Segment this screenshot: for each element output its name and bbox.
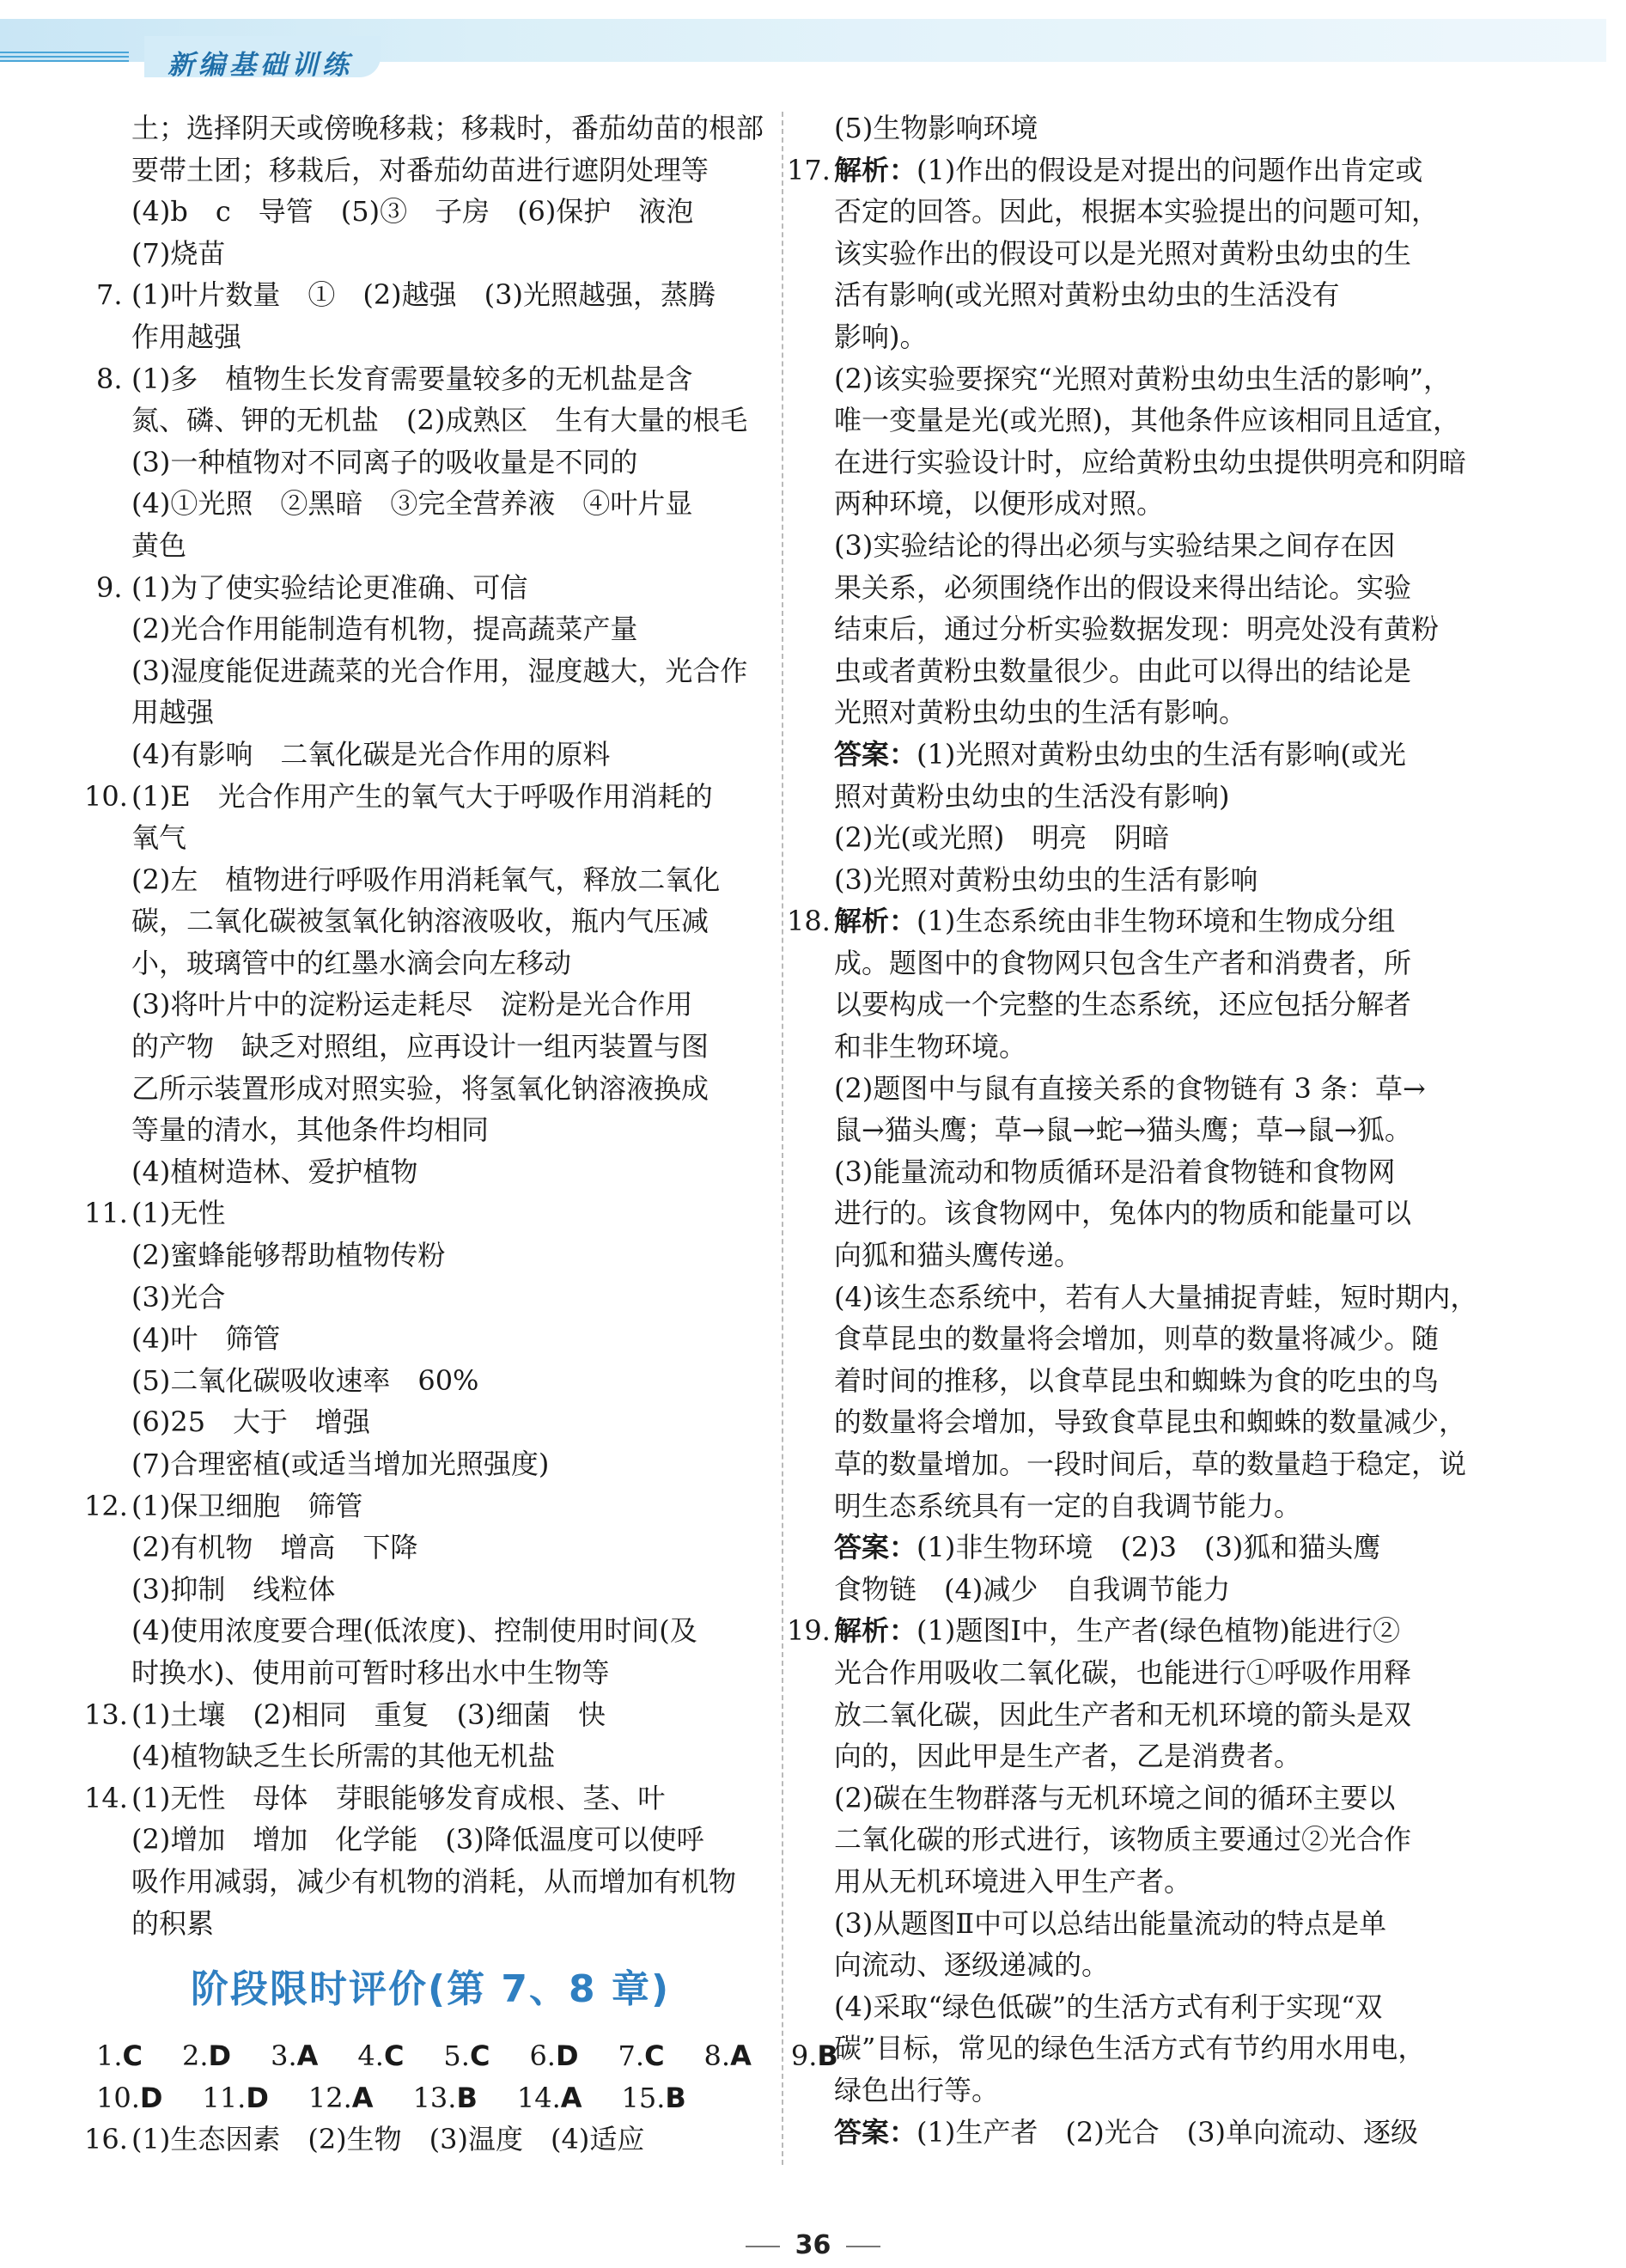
question-11 (84, 1192, 749, 1235)
analysis-line: (4)该生态系统中，若有人大量捕捉青蛙，短时期内， (834, 1280, 1478, 1314)
answer-line: (5)生物影响环境 (834, 112, 1038, 144)
answer-line: (4)b c 导管 (5)③ 子房 (6)保护 液泡 (131, 195, 694, 229)
question-17 (787, 149, 1452, 192)
answer-line: (4)植物缺乏生长所需的其他无机盐 (131, 1740, 556, 1773)
answer-line: 的产物 缺乏对照组，应再设计一组丙装置与图 (131, 1030, 709, 1064)
footer-dash-right (846, 2246, 880, 2247)
question-18 (787, 900, 1452, 942)
answer-line: (3)抑制 线粒体 (131, 1572, 336, 1606)
question-number: 17. (787, 153, 831, 186)
analysis-line: 以要构成一个完整的生态系统，还应包括分解者 (834, 988, 1412, 1021)
question-number: 11. (84, 1197, 128, 1230)
answer-line: (7)烧苗 (131, 236, 226, 270)
question-number: 8. (96, 362, 123, 395)
question-10 (84, 776, 749, 818)
analysis-line: 向狐和猫头鹰传递。 (834, 1239, 1082, 1272)
mc-answers-row-2 (96, 2077, 749, 2119)
analysis-line: 两种环境，以便形成对照。 (834, 487, 1165, 521)
answer-line: 作用越强 (131, 320, 242, 353)
mc-letter: A (560, 2081, 582, 2114)
question-number: 12. (84, 1489, 128, 1522)
mc-letter: A (296, 2039, 319, 2073)
analysis-line: 唯一变量是光(或光照)，其他条件应该相同且适宜， (834, 404, 1460, 437)
answer-line (799, 2112, 1452, 2154)
analysis-line: 在进行实验设计时，应给黄粉虫幼虫提供明亮和阴暗 (834, 445, 1467, 479)
answer-line: (2)光合作用能制造有机物，提高蔬菜产量 (131, 613, 638, 646)
answer-line: (3)湿度能促进蔬菜的光合作用，湿度越大，光合作 (131, 654, 748, 687)
mc-number: 11. (202, 2081, 247, 2114)
mc-letter: C (644, 2039, 665, 2073)
analysis-line: 的数量将会增加，导致食草昆虫和蜘蛛的数量减少， (834, 1405, 1467, 1439)
mc-letter: D (208, 2039, 232, 2073)
header-stripes (0, 52, 129, 64)
analysis-line: 鼠→猫头鹰；草→鼠→蛇→猫头鹰；草→鼠→狐。 (834, 1113, 1412, 1147)
answer-line: 土；选择阴天或傍晚移栽；移栽时，番茄幼苗的根部 (131, 112, 764, 144)
mc-number: 9. (790, 2039, 818, 2073)
mc-number: 5. (443, 2039, 470, 2073)
answer-line: (6)25 大于 增强 (131, 1405, 371, 1439)
answer-line: (3)光合 (131, 1280, 226, 1314)
analysis-line: 放二氧化碳，因此生产者和无机环境的箭头是双 (834, 1698, 1412, 1731)
mc-answer (413, 2077, 478, 2119)
mc-number: 13. (412, 2081, 457, 2114)
answer-text: (1)无性 (131, 1197, 226, 1230)
footer-dash-left (746, 2246, 780, 2247)
question-number: 9. (96, 570, 123, 604)
answer-line: (2)有机物 增高 下降 (131, 1531, 418, 1564)
answer-line: (7)合理密植(或适当增加光照强度) (131, 1448, 550, 1480)
column-divider (782, 112, 783, 2165)
question-8 (96, 358, 749, 400)
analysis-line: 否定的回答。因此，根据本实验提出的问题可知， (834, 195, 1440, 229)
mc-answer (443, 2035, 490, 2077)
analysis-line: 绿色出行等。 (834, 2073, 1000, 2106)
mc-letter: A (730, 2039, 752, 2073)
analysis-line: 用从无机环境进入甲生产者。 (834, 1864, 1192, 1898)
question-number: 19. (787, 1614, 831, 1648)
mc-letter: B (817, 2039, 838, 2073)
analysis-line: 和非生物环境。 (834, 1030, 1027, 1064)
mc-letter: C (383, 2039, 405, 2073)
right-column (787, 107, 1478, 2153)
answer-text: (1)生态因素 (2)生物 (3)温度 (4)适应 (131, 2123, 645, 2156)
question-number: 14. (84, 1781, 128, 1814)
question-19 (787, 1610, 1452, 1652)
answer-line: (4)使用浓度要合理(低浓度)、控制使用时间(及 (131, 1614, 697, 1648)
analysis-line: 活有影响(或光照对黄粉虫幼虫的生活没有 (834, 278, 1340, 312)
answer-line: 时换水)、使用前可暂时移出水中生物等 (131, 1655, 610, 1689)
mc-number: 1. (96, 2039, 123, 2073)
analysis-text: (1)题图Ⅰ中，生产者(绿色植物)能进行② (917, 1614, 1400, 1648)
analysis-line: 草的数量增加。一段时间后，草的数量趋于稳定，说 (834, 1448, 1467, 1480)
answer-line: (3)光照对黄粉虫幼虫的生活有影响 (834, 863, 1258, 896)
mc-number: 10. (96, 2081, 140, 2114)
question-number: 13. (84, 1698, 128, 1731)
analysis-line: 着时间的推移，以食草昆虫和蜘蛛为食的吃虫的鸟 (834, 1363, 1440, 1397)
answer-text: (1)为了使实验结论更准确、可信 (131, 570, 528, 604)
mc-number: 14. (516, 2081, 561, 2114)
question-16 (84, 2119, 749, 2161)
answer-text: (1)生产者 (2)光合 (3)单向流动、逐级 (917, 2115, 1419, 2149)
answer-line: (2)左 植物进行呼吸作用消耗氧气，释放二氧化 (131, 863, 721, 896)
mc-answer (271, 2035, 318, 2077)
analysis-line: 向的，因此甲是生产者，乙是消费者。 (834, 1740, 1302, 1773)
analysis-line: 影响)。 (834, 320, 928, 353)
answer-text: (1)E 光合作用产生的氧气大于呼吸作用消耗的 (131, 779, 713, 813)
answer-line: (3)将叶片中的淀粉运走耗尽 淀粉是光合作用 (131, 988, 693, 1021)
analysis-text: (1)作出的假设是对提出的问题作出肯定或 (917, 153, 1423, 186)
answer-line (799, 1527, 1452, 1569)
analysis-line: (3)能量流动和物质循环是沿着食物链和食物网 (834, 1155, 1396, 1188)
answer-line: 碳，二氧化碳被氢氧化钠溶液吸收，瓶内气压减 (131, 905, 709, 938)
analysis-line: (2)题图中与鼠有直接关系的食物链有 3 条：草→ (834, 1071, 1426, 1105)
analysis-line: 光合作用吸收二氧化碳，也能进行①呼吸作用释 (834, 1655, 1412, 1689)
mc-letter: C (469, 2039, 490, 2073)
answer-line: 吸作用减弱，减少有机物的消耗，从而增加有机物 (131, 1864, 737, 1898)
mc-answer (357, 2035, 404, 2077)
answer-line: (4)叶 筛管 (131, 1322, 281, 1356)
mc-answers-row-1 (96, 2035, 838, 2077)
answer-line: 乙所示装置形成对照实验，将氢氧化钠溶液换成 (131, 1071, 709, 1105)
answer-line: (4)植树造林、爱护植物 (131, 1155, 418, 1188)
question-14 (84, 1777, 749, 1820)
analysis-line: 向流动、逐级递减的。 (834, 1948, 1110, 1982)
mc-number: 8. (703, 2039, 731, 2073)
question-7 (96, 274, 749, 316)
analysis-line: 明生态系统具有一定的自我调节能力。 (834, 1489, 1302, 1522)
question-9 (96, 567, 749, 609)
answer-line: 食物链 (4)减少 自我调节能力 (834, 1572, 1231, 1606)
mc-letter: D (139, 2081, 163, 2114)
mc-number: 4. (357, 2039, 384, 2073)
analysis-line: (3)实验结论的得出必须与实验结果之间存在因 (834, 528, 1396, 562)
mc-answer (704, 2035, 752, 2077)
answer-text: (1)多 植物生长发育需要量较多的无机盐是含 (131, 362, 693, 395)
answer-text: (1)土壤 (2)相同 重复 (3)细菌 快 (131, 1698, 606, 1731)
analysis-line: 结束后，通过分析实验数据发现：明亮处没有黄粉 (834, 613, 1440, 646)
mc-answer (618, 2035, 665, 2077)
analysis-label: 解析： (834, 153, 917, 186)
answer-line: (2)蜜蜂能够帮助植物传粉 (131, 1239, 446, 1272)
answer-line: (4)①光照 ②黑暗 ③完全营养液 ④叶片显 (131, 487, 693, 521)
mc-letter: D (555, 2039, 579, 2073)
question-12 (84, 1485, 749, 1527)
analysis-line: 虫或者黄粉虫数量很少。由此可以得出的结论是 (834, 654, 1412, 687)
answer-label: 答案： (834, 737, 917, 771)
analysis-line: 该实验作出的假设可以是光照对黄粉虫幼虫的生 (834, 236, 1412, 270)
answer-line: (2)光(或光照) 明亮 阴暗 (834, 821, 1170, 855)
answer-text: (1)叶片数量 ① (2)越强 (3)光照越强，蒸腾 (131, 278, 716, 312)
answer-line: 氮、磷、钾的无机盐 (2)成熟区 生有大量的根毛 (131, 404, 748, 437)
answer-label: 答案： (834, 1531, 917, 1564)
analysis-line: 二氧化碳的形式进行，该物质主要通过②光合作 (834, 1823, 1412, 1856)
mc-number: 3. (271, 2039, 297, 2073)
answer-line: 等量的清水，其他条件均相同 (131, 1113, 490, 1147)
answer-line: 黄色 (131, 528, 187, 562)
answer-line: (3)一种植物对不同离子的吸收量是不同的 (131, 445, 638, 479)
answer-line: (2)增加 增加 化学能 (3)降低温度可以使呼 (131, 1823, 704, 1856)
analysis-line: (2)碳在生物群落与无机环境之间的循环主要以 (834, 1781, 1396, 1814)
mc-number: 6. (529, 2039, 556, 2073)
mc-letter: D (246, 2081, 269, 2114)
analysis-line: 果关系，必须围绕作出的假设来得出结论。实验 (834, 570, 1412, 604)
analysis-label: 解析： (834, 1614, 917, 1648)
answer-line: 用越强 (131, 696, 215, 729)
question-number: 7. (96, 278, 123, 312)
analysis-line: 光照对黄粉虫幼虫的生活有影响。 (834, 696, 1247, 729)
analysis-line: (2)该实验要探究“光照对黄粉虫幼虫生活的影响”， (834, 362, 1452, 395)
question-number: 16. (84, 2123, 128, 2156)
answer-line: 小，玻璃管中的红墨水滴会向左移动 (131, 946, 572, 979)
mc-answer (96, 2077, 162, 2119)
answer-text: (1)光照对黄粉虫幼虫的生活有影响(或光 (917, 737, 1406, 771)
answer-line: 照对黄粉虫幼虫的生活没有影响) (834, 779, 1230, 813)
analysis-line: (3)从题图Ⅱ中可以总结出能量流动的特点是单 (834, 1906, 1387, 1940)
answer-line: 要带土团；移栽后，对番茄幼苗进行遮阴处理等 (131, 153, 709, 186)
answer-line: 氧气 (131, 821, 187, 855)
mc-number: 7. (618, 2039, 645, 2073)
mc-answer (529, 2035, 578, 2077)
question-number: 18. (787, 905, 831, 938)
mc-answer (308, 2077, 374, 2119)
answer-line: 的积累 (131, 1906, 215, 1940)
mc-answer (202, 2077, 268, 2119)
answer-label: 答案： (834, 2115, 917, 2149)
mc-letter: B (456, 2081, 478, 2114)
mc-letter: C (122, 2039, 143, 2073)
page-number: 36 (795, 2230, 831, 2260)
mc-answer (622, 2077, 686, 2119)
mc-letter: B (665, 2081, 686, 2114)
mc-answer (182, 2035, 231, 2077)
question-number: 10. (84, 779, 128, 813)
mc-number: 12. (308, 2081, 352, 2114)
section-title: 阶段限时评价(第 7、8 章) (191, 1967, 671, 2012)
answer-text: (1)保卫细胞 筛管 (131, 1489, 363, 1522)
mc-answer (96, 2035, 143, 2077)
answer-line: (4)有影响 二氧化碳是光合作用的原料 (131, 737, 611, 771)
question-13 (84, 1694, 749, 1736)
analysis-line: 碳”目标，常见的绿色生活方式有节约用水用电， (834, 2032, 1426, 2065)
page-footer (0, 2230, 1626, 2260)
answer-text: (1)无性 母体 芽眼能够发育成根、茎、叶 (131, 1781, 666, 1814)
analysis-line: 成。题图中的食物网只包含生产者和消费者，所 (834, 946, 1412, 979)
answer-line (799, 734, 1452, 776)
analysis-line: 进行的。该食物网中，兔体内的物质和能量可以 (834, 1197, 1412, 1230)
analysis-line: (4)采取“绿色低碳”的生活方式有利于实现“双 (834, 1990, 1383, 2023)
analysis-text: (1)生态系统由非生物环境和生物成分组 (917, 905, 1396, 938)
header-title: 新编基础训练 (167, 50, 353, 81)
answer-line: (5)二氧化碳吸收速率 60% (131, 1363, 479, 1397)
answer-text: (1)非生物环境 (2)3 (3)狐和猫头鹰 (917, 1531, 1381, 1564)
mc-number: 2. (182, 2039, 209, 2073)
analysis-line: 食草昆虫的数量将会增加，则草的数量将减少。随 (834, 1322, 1440, 1356)
analysis-label: 解析： (834, 905, 917, 938)
mc-answer (517, 2077, 582, 2119)
mc-letter: A (351, 2081, 374, 2114)
mc-number: 15. (621, 2081, 666, 2114)
